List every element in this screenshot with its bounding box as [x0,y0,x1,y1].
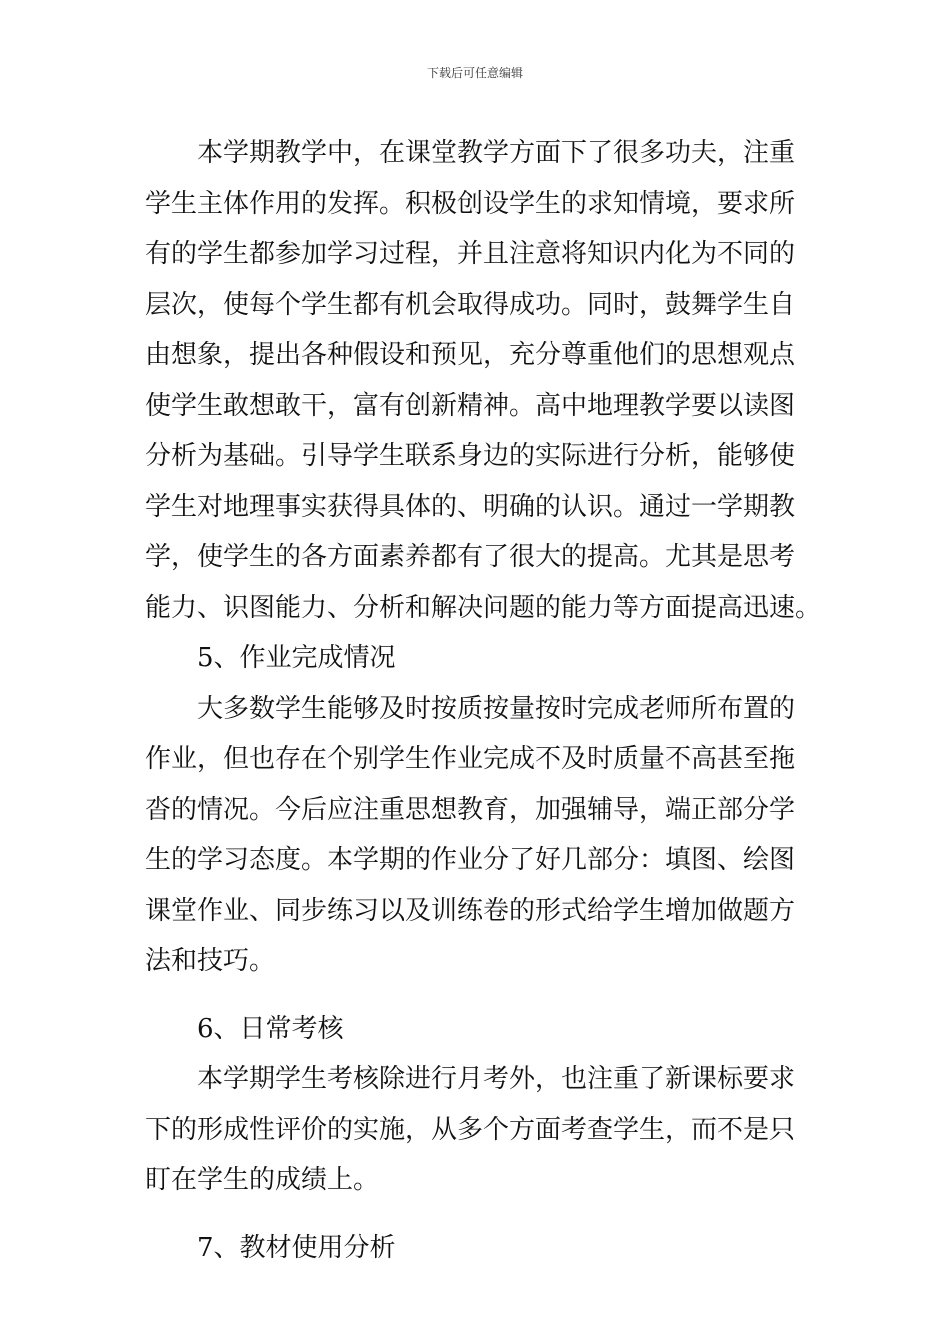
text-line: 大多数学生能够及时按质按量按时完成老师所布置的 [197,693,796,724]
paragraph-assessment [145,1054,807,1206]
page-header: 下载后可任意编辑 [426,66,523,80]
section-heading-homework: 5、作业完成情况 [197,643,396,673]
text-line: 课堂作业、同步练习以及训练卷的形式给学生增加做题方 [145,895,796,926]
text-line: 学，使学生的各方面素养都有了很大的提高。尤其是思考 [145,542,796,572]
text-line: 生的学习态度。本学期的作业分了好几部分：填图、绘图 [145,845,796,875]
text-line: 学生对地理事实获得具体的、明确的认识。通过一学期教 [145,491,796,522]
section-heading-textbook: 7、教材使用分析 [197,1232,396,1263]
paragraph-teaching [145,128,822,633]
text-line: 法和技巧。 [145,946,276,976]
text-line: 本学期教学中，在课堂教学方面下了很多功夫，注重 [197,138,796,168]
text-line: 能力、识图能力、分析和解决问题的能力等方面提高迅速。 [145,592,822,623]
paragraph-homework [145,684,807,987]
text-line: 使学生敢想敢干，富有创新精神。高中地理教学要以读图 [145,390,796,421]
document-body [145,128,822,1273]
text-line: 沓的情况。今后应注重思想教育，加强辅导，端正部分学 [145,794,796,825]
text-line: 下的形成性评价的实施，从多个方面考查学生，而不是只 [145,1114,796,1145]
text-line: 盯在学生的成绩上。 [145,1165,380,1195]
text-line: 由想象，提出各种假设和预见，充分尊重他们的思想观点 [145,340,796,370]
text-line: 学生主体作用的发挥。积极创设学生的求知情境，要求所 [145,188,796,219]
paragraph-gap [145,1206,807,1223]
paragraph-gap [145,987,807,1004]
section-heading-assessment: 6、日常考核 [197,1013,344,1044]
text-line: 层次，使每个学生都有机会取得成功。同时，鼓舞学生自 [145,289,796,320]
text-line: 本学期学生考核除进行月考外，也注重了新课标要求 [197,1064,796,1094]
text-line: 分析为基础。引导学生联系身边的实际进行分析，能够使 [145,441,796,471]
text-line: 有的学生都参加学习过程，并且注意将知识内化为不同的 [145,239,796,269]
text-line: 作业，但也存在个别学生作业完成不及时质量不高甚至拖 [145,744,796,774]
